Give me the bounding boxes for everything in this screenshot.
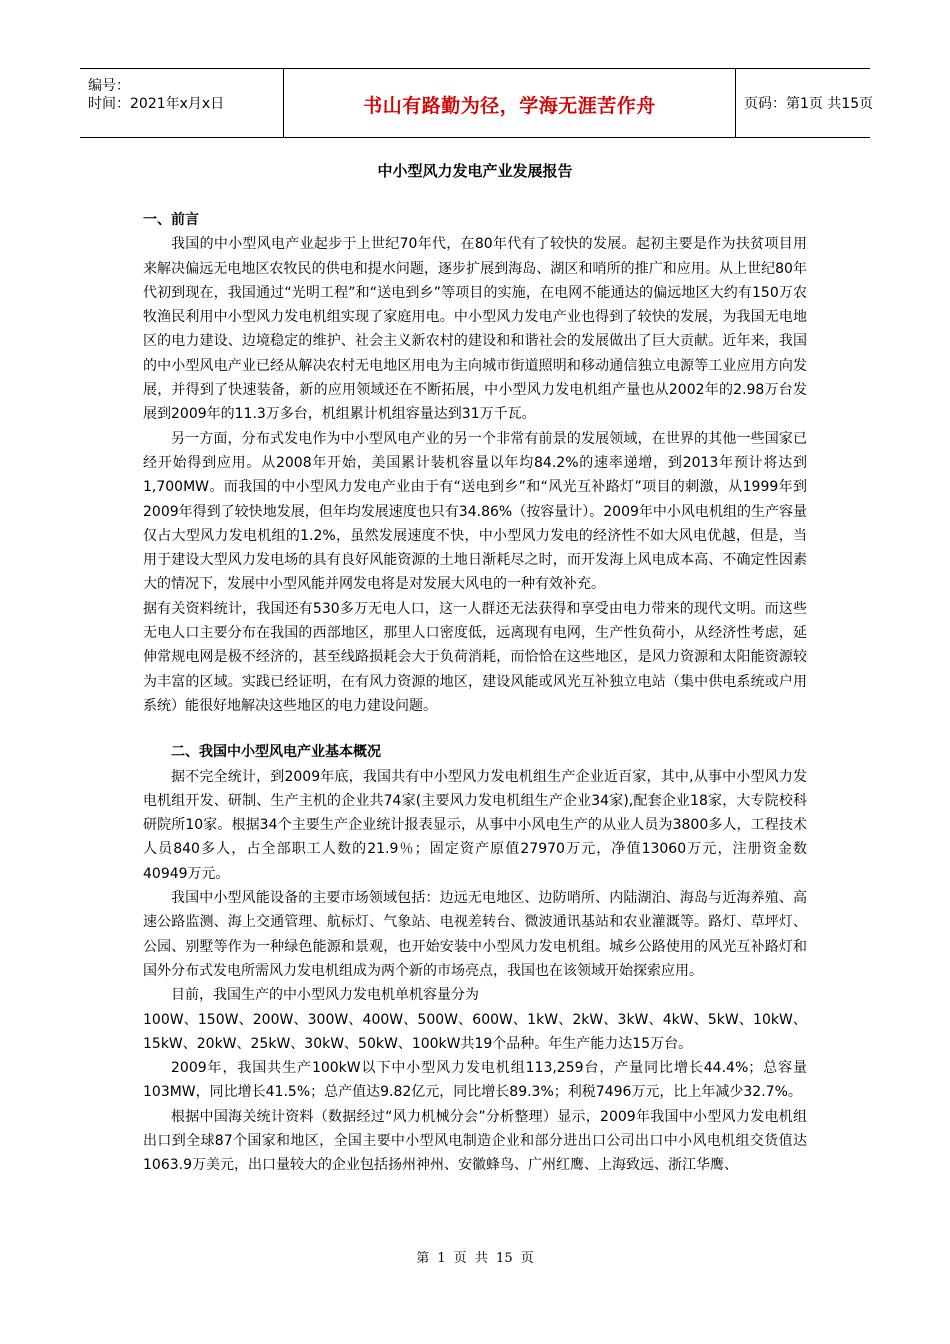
document-number-label: 编号： (88, 78, 130, 94)
paragraph: 据不完全统计，到2009年底，我国共有中小型风力发电机组生产企业近百家，其中,从事中小型风力发电机组开发、研制、生产主机的企业共74家(主要风力发电机组生产企业34家),配套企业18家，大专院校科研院所10家。根据34个主要生产企业统计报表显示，从事中小风电生产的从业人员为3800多人，工程技术人员840多人，占全部职工人数的21.9％；固定资产原值27970万元，净值13060万元，注册资金数40949万元。 (143, 768, 807, 882)
paragraph: 根据中国海关统计资料（数据经过“风力机械分会”分析整理）显示，2009年我国中小型风力发电机组出口到全球87个国家和地区，全国主要中小型风电制造企业和部分进出口公司出口中小风电机组交货值达1063.9万美元，出口量较大的企业包括扬州神州、安徽蜂鸟、广州红鹰、上海致远、浙江华鹰、 (143, 1108, 807, 1174)
header-motto: 书山有路勤为径，学海无涯苦作舟 (363, 95, 656, 117)
document-title: 中小型风力发电产业发展报告 (377, 162, 573, 180)
document-body (143, 208, 807, 1178)
header-meta-cell (80, 69, 284, 137)
header-motto-cell (284, 69, 736, 137)
paragraph: 2009年，我国共生产100kW以下中小型风力发电机组113,259台，产量同比增长44.4%；总容量103MW，同比增长41.5%；总产值达9.82亿元，同比增长89.3%；利税7496万元，比上年减少32.7%。 (143, 1060, 807, 1101)
header-table (80, 68, 874, 138)
header-page-info: 页码：第1页 共15页 (744, 96, 874, 112)
header-page-cell (736, 69, 874, 137)
spacer (143, 718, 807, 740)
paragraph: 据有关资料统计，我国还有530多万无电人口，这一人群还无法获得和享受由电力带来的现代文明。而这些无电人口主要分布在我国的西部地区，那里人口密度低，远离现有电网，生产性负荷小，从经济性考虑，延伸常规电网是极不经济的，甚至线路损耗会大于负荷消耗，而恰恰在这些地区，是风力资源和太阳能资源较为丰富的区域。实践已经证明，在有风力资源的地区，建设风能或风光互补独立电站（集中供电系统或户用系统）能很好地解决这些地区的电力建设问题。 (143, 600, 807, 714)
paragraph: 我国中小型风能设备的主要市场领域包括：边远无电地区、边防哨所、内陆湖泊、海岛与近海养殖、高速公路监测、海上交通管理、航标灯、气象站、电视差转台、微波通讯基站和农业灌溉等。路灯、草坪灯、公园、别墅等作为一种绿色能源和景观，也开始安装中小型风力发电机组。城乡公路使用的风光互补路灯和国外分布式发电所需风力发电机组成为两个新的市场亮点，我国也在该领域开始探索应用。 (143, 890, 807, 979)
paragraph: 另一方面，分布式发电作为中小型风电产业的另一个非常有前景的发展领域，在世界的其他一些国家已经开始得到应用。从2008年开始，美国累计装机容量以年均84.2%的速率递增，到2013年预计将达到1,700MW。而我国的中小型风力发电产业由于有“送电到乡”和“风光互补路灯”项目的刺激，从1999年到2009年得到了较快地发展，但年均发展速度也只有34.86%（按容量计）。2009年中小风电机组的生产容量仅占大型风力发电机组的1.2%，虽然发展速度不快，中小型风力发电的经济性不如大风电优越，但是，当用于建设大型风力发电场的具有良好风能资源的土地日渐耗尽之时，而开发海上风电成本高、不确定性因素大的情况下，发展中小型风能并网发电将是对发展大风电的一种有效补充。 (143, 430, 807, 593)
section-heading-overview: 二、我国中小型风电产业基本概况 (171, 744, 381, 761)
paragraph: 我国的中小型风电产业起步于上世纪70年代，在80年代有了较快的发展。起初主要是作为扶贫项目用来解决偏远无电地区农牧民的供电和提水问题，逐步扩展到海岛、湖区和哨所的推广和应用。从上世纪80年代初到现在，我国通过“光明工程”和“送电到乡”等项目的实施，在电网不能通达的偏远地区大约有150万农牧渔民利用中小型风力发电机组实现了家庭用电。中小型风力发电产业也得到了较快的发展，为我国无电地区的电力建设、边境稳定的维护、社会主义新农村的建设和和谐社会的发展做出了巨大贡献。近年来，我国的中小型风电产业已经从解决农村无电地区用电为主向城市街道照明和移动通信独立电源等工业应用方向发展，并得到了快速装备，新的应用领域还在不断拓展，中小型风力发电机组产量也从2002年的2.98万台发展到2009年的11.3万多台，机组累计机组容量达到31万千瓦。 (143, 236, 807, 423)
section-heading-preface: 一、前言 (143, 212, 199, 228)
paragraph: 目前，我国生产的中小型风力发电机单机容量分为 (171, 987, 479, 1004)
page-footer: 第 1 页 共 15 页 (416, 1251, 534, 1266)
paragraph: 100W、150W、200W、300W、400W、500W、600W、1kW、2kW、3kW、4kW、5kW、10kW、15kW、20kW、25kW、30kW、50kW、100kW共19个品种。年生产能力达15万台。 (143, 1011, 807, 1052)
document-time-label: 时间：2021年x月x日 (88, 96, 225, 112)
